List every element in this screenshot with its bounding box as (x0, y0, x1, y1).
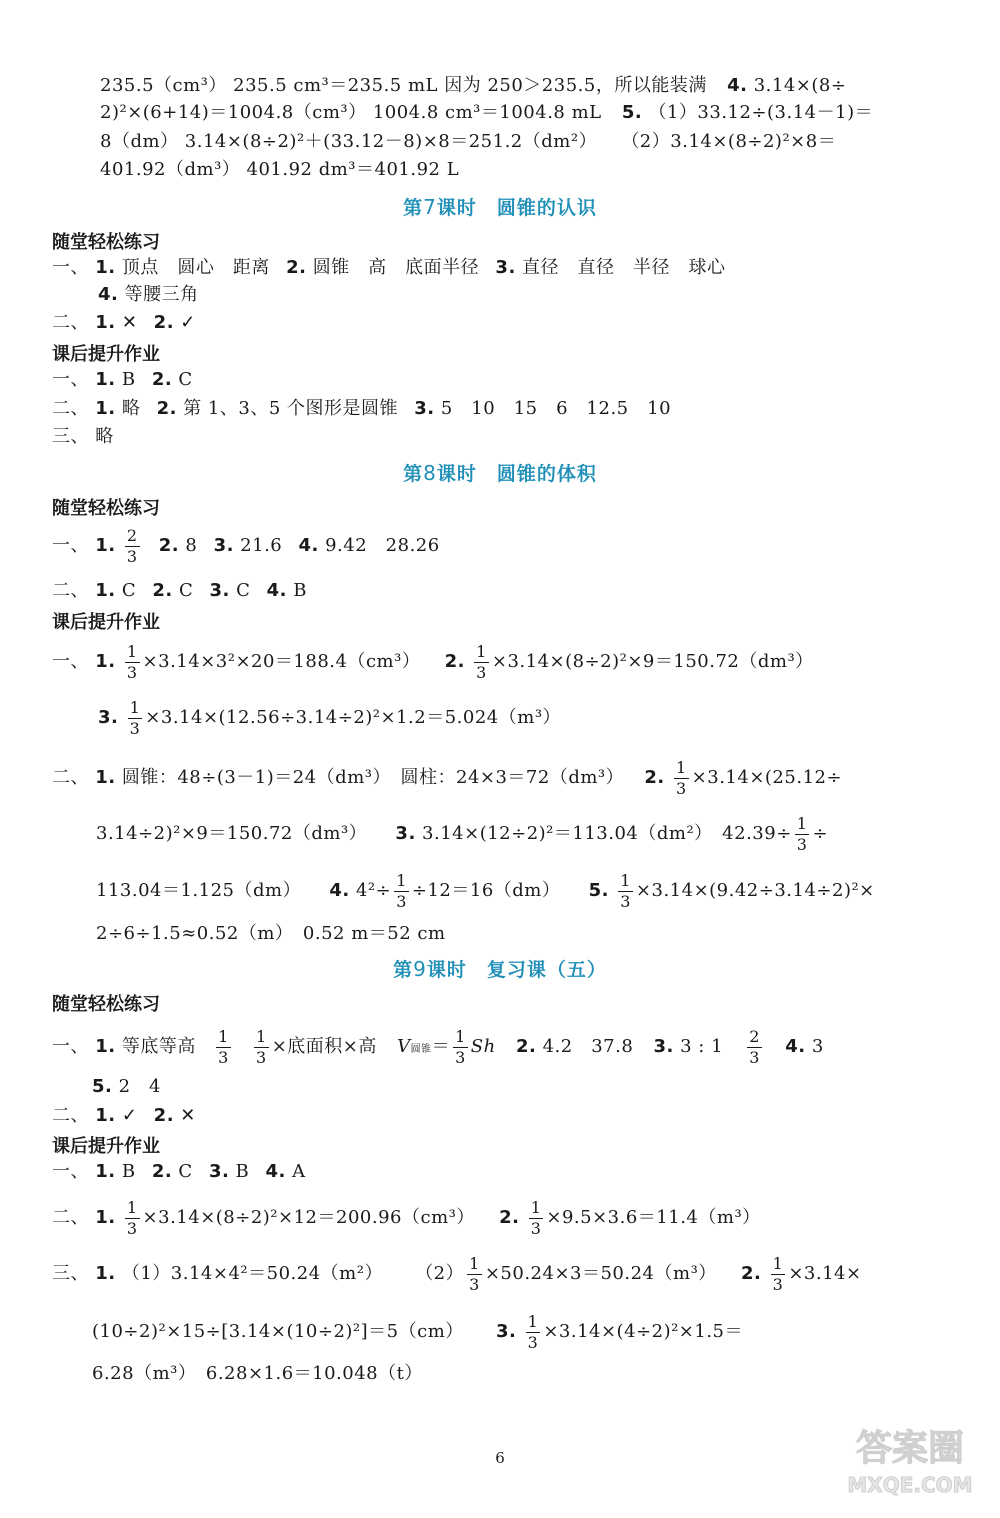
lesson8-p1 (52, 524, 440, 568)
watermark-text-bottom: MXQE.COM (847, 1473, 973, 1497)
lesson7-h1-q1: B (121, 369, 136, 390)
lesson8-p2-q4-label: 4. (266, 580, 287, 601)
fraction-one-third: $\frac{1}{3}$ (620, 870, 631, 911)
top-line-2 (100, 101, 873, 125)
watermark-logo (840, 1404, 980, 1504)
fraction-one-third: $\frac{1}{3}$ (796, 813, 808, 854)
lesson7-p1-q3-label: 3. (495, 257, 516, 278)
lesson8-p1-q1-label: 1. (95, 535, 116, 556)
lesson8-h1-line1: 一、 1. $\frac{1}{3}$ ×3.14×3²×20＝188.4（cm³） 2. $\frac{1}{3}$ ×3.14×(8÷2)²×9＝150.72（dm³） (52, 641, 814, 682)
top-line-1 (100, 74, 846, 98)
fraction-one-third: $\frac{1}{3}$ (256, 1026, 267, 1067)
watermark-text-top: 答案圈 (855, 1428, 965, 1469)
top-line-1-text: 235.5（cm³） 235.5 cm³＝235.5 mL 因为 250＞235.5，所以能装满 (100, 75, 707, 96)
lesson8-h2-line2: 3.14÷2)²×9＝150.72（dm³） 3. 3.14×(12÷2)²＝113.04（dm²） 42.39÷ $\frac{1}{3}$ ÷ (96, 813, 829, 854)
lesson7-h3-text: 略 (95, 426, 114, 447)
fraction-one-third: $\frac{1}{3}$ (772, 1253, 784, 1294)
top-q5-label: 5. (621, 102, 643, 123)
lesson7-h2-q2-label: 2. (156, 398, 177, 419)
lesson9-p2 (52, 1104, 196, 1128)
fraction-numerator: 2 (126, 525, 138, 545)
lesson8-p2-q1: C (121, 580, 137, 601)
lesson8-h2-q5-a: ×3.14×(9.42÷3.14÷2)²× (635, 880, 875, 901)
lesson8-h1-q1: ×3.14×3²×20＝188.4（cm³） (142, 651, 421, 672)
lesson8-p1-q2-label: 2. (158, 535, 180, 556)
lesson9-h2: 二、 1. $\frac{1}{3}$ ×3.14×(8÷2)²×12＝200.96（cm³） 2. $\frac{1}{3}$ ×9.5×3.6＝11.4（m³） (52, 1197, 761, 1238)
lesson9-homework-heading: 课后提升作业 (52, 1136, 160, 1157)
top-q5b-text: （2）3.14×(8÷2)²×8＝ (621, 131, 837, 152)
lesson9-p1-q1-a: 等底等高 (121, 1036, 196, 1057)
lesson7-h2-label: 二、 (52, 398, 89, 419)
lesson7-p1-cont (98, 283, 199, 307)
lesson9-h2-q2: ×9.5×3.6＝11.4（m³） (546, 1207, 761, 1228)
lesson9-p2-q1-label: 1. (95, 1105, 116, 1126)
lesson9-p1-q1-b: ×底面积×高 (271, 1036, 377, 1057)
lesson8-p1-q3: 21.6 (240, 535, 283, 556)
lesson8-h2-q5-b: 2÷6÷1.5≈0.52（m） 0.52 m＝52 cm (96, 923, 446, 944)
lesson8-p1-q4: 9.42 28.26 (325, 535, 440, 556)
lesson9-h3-line1: 三、 1. （1）3.14×4²＝50.24（m²） （2） $\frac{1}{3}$ ×50.24×3＝50.24（m³） 2. $\frac{1}{3}$ ×3.14× (52, 1253, 862, 1294)
lesson7-p1-q4-label: 4. (98, 284, 119, 305)
lesson7-p1-q4: 等腰三角 (124, 284, 199, 305)
lesson9-p1-q2: 4.2 37.8 (542, 1036, 634, 1057)
lesson9-h3-line2: (10÷2)²×15÷[3.14×(10÷2)²]＝5（cm） 3. $\frac{1}{3}$ ×3.14×(4÷2)²×1.5＝ (92, 1311, 744, 1352)
lesson7-p2-q2-label: 2. (153, 312, 175, 333)
lesson9-h1-q4: A (292, 1161, 306, 1182)
lesson9-h1-q3-label: 3. (208, 1161, 230, 1182)
lesson7-title (0, 193, 1000, 220)
fraction-one-third: $\frac{1}{3}$ (396, 870, 407, 911)
lesson9-h3-q1-b: （2） (415, 1263, 465, 1284)
fraction-one-third: $\frac{1}{3}$ (530, 1197, 542, 1238)
fraction-one-third: $\frac{1}{3}$ (126, 641, 138, 682)
lesson8-p2 (52, 579, 307, 603)
lesson9-p1-q5: 2 4 (118, 1076, 162, 1097)
lesson9-p1-label: 一、 (52, 1036, 89, 1057)
fraction-one-third: $\frac{1}{3}$ (218, 1026, 229, 1067)
lesson8-h2-q2-a: ×3.14×(25.12÷ (691, 767, 843, 788)
lesson7-h2-q1: 略 (121, 398, 141, 419)
fraction-denominator: 3 (126, 546, 138, 566)
lesson7-h1-q2: C (178, 369, 193, 390)
lesson8-h2-q2-b: 3.14÷2)²×9＝150.72（dm³） (96, 823, 368, 844)
page-number: 6 (495, 1449, 505, 1467)
lesson9-p2-q2: ✕ (180, 1105, 196, 1126)
lesson9-h3-q1-a: （1）3.14×4²＝50.24（m²） (121, 1263, 383, 1284)
lesson7-practice-heading: 随堂轻松练习 (52, 232, 160, 253)
lesson8-p2-q3: C (236, 580, 251, 601)
lesson9-h3-line3 (92, 1362, 423, 1386)
lesson9-p1-volume-sub: 圆锥 (410, 1044, 432, 1055)
lesson7-h3-label: 三、 (52, 426, 89, 447)
fraction-one-third: $\frac{1}{3}$ (675, 757, 687, 798)
lesson8-p2-q3-label: 3. (209, 580, 230, 601)
lesson7-h1-q2-label: 2. (151, 369, 173, 390)
top-line-4-text: 401.92（dm³） 401.92 dm³＝401.92 L (100, 159, 460, 180)
lesson7-title-num: 7 (423, 195, 437, 219)
lesson7-p1 (52, 256, 726, 280)
top-q4-label: 4. (727, 75, 748, 96)
fraction-one-third: $\frac{1}{3}$ (126, 1197, 138, 1238)
lesson9-h3-q2-b: (10÷2)²×15÷[3.14×(10÷2)²]＝5（cm） (92, 1321, 464, 1342)
lesson7-p1-q1-label: 1. (95, 257, 116, 278)
lesson9-h1-q4-label: 4. (265, 1161, 286, 1182)
lesson8-p1-q3-label: 3. (213, 535, 234, 556)
lesson7-homework-heading: 课后提升作业 (52, 344, 160, 365)
lesson9-h3-q1-c: ×50.24×3＝50.24（m³） (484, 1263, 717, 1284)
lesson9-h1 (52, 1160, 306, 1184)
lesson9-title-num: 9 (413, 957, 427, 981)
lesson8-h2-q4-a: 4²÷ (355, 880, 392, 901)
lesson7-p1-q2-label: 2. (286, 257, 307, 278)
lesson9-p2-q1: ✓ (121, 1105, 138, 1126)
lesson9-h1-q2: C (178, 1161, 193, 1182)
lesson7-p2-label: 二、 (52, 312, 89, 333)
lesson7-p1-q2: 圆锥 高 底面半径 (312, 257, 480, 278)
lesson8-p1-label: 一、 (52, 535, 89, 556)
lesson9-h3-q3-b: 6.28（m³） 6.28×1.6＝10.048（t） (92, 1363, 423, 1384)
lesson8-title-prefix: 第 (403, 463, 424, 485)
lesson9-title-prefix: 第 (393, 959, 414, 981)
fraction-one-third: $\frac{1}{3}$ (527, 1311, 539, 1352)
lesson7-p2-q1-label: 1. (95, 312, 116, 333)
fraction-one-third: $\frac{1}{3}$ (129, 697, 141, 738)
lesson8-practice-heading: 随堂轻松练习 (52, 498, 160, 519)
lesson9-h2-q1: ×3.14×(8÷2)²×12＝200.96（cm³） (142, 1207, 475, 1228)
lesson9-p2-label: 二、 (52, 1105, 89, 1126)
lesson7-h2-q2: 第 1、3、5 个图形是圆锥 (183, 398, 398, 419)
lesson8-h2-q4-b: ÷12＝16（dm） (411, 880, 561, 901)
lesson8-p2-q1-label: 1. (95, 580, 116, 601)
lesson7-h2-q3: 5 10 15 6 12.5 10 (440, 398, 672, 419)
lesson8-h2-q3-a: 3.14×(12÷2)²＝113.04（dm²） 42.39÷ (422, 823, 792, 844)
lesson7-p2 (52, 311, 196, 335)
lesson8-h1-q2: ×3.14×(8÷2)²×9＝150.72（dm³） (491, 651, 814, 672)
fraction-two-thirds: $\frac{2}{3}$ (749, 1026, 760, 1067)
lesson9-h3-q3-a: ×3.14×(4÷2)²×1.5＝ (543, 1321, 744, 1342)
top-line-4 (100, 158, 459, 182)
lesson9-h2-label: 二、 (52, 1207, 89, 1228)
lesson9-p1-line1: 一、 1. 等底等高 $\frac{1}{3}$ $\frac{1}{3}$ ×底面积×高 V圆锥＝ $\frac{1}{3}$ Sh 2. 4.2 37.8 3. 3 : 1 $\frac{2}{3}$ 4. 3 (52, 1026, 824, 1067)
lesson9-p1-q4: 3 (811, 1036, 824, 1057)
top-line-3-text: 8（dm） 3.14×(8÷2)²＋(33.12－8)×8＝251.2（dm²） (100, 131, 598, 152)
lesson7-h1 (52, 368, 193, 392)
lesson9-h1-label: 一、 (52, 1161, 89, 1182)
lesson8-p1-q4-label: 4. (298, 535, 319, 556)
lesson9-h1-q2-label: 2. (151, 1161, 173, 1182)
lesson8-p1-q1-fraction (125, 526, 140, 567)
lesson7-p1-q1: 顶点 圆心 距离 (121, 257, 270, 278)
lesson8-title (0, 459, 1000, 486)
lesson7-h3 (52, 425, 114, 449)
lesson7-title-prefix: 第 (403, 197, 424, 219)
lesson7-h1-q1-label: 1. (95, 369, 116, 390)
top-line-2-text: 2)²×(6+14)＝1004.8（cm³） 1004.8 cm³＝1004.8 mL (100, 102, 602, 123)
lesson8-homework-heading: 课后提升作业 (52, 612, 160, 633)
lesson9-h3-q2-a: ×3.14× (788, 1263, 862, 1284)
lesson8-p2-q2: C (178, 580, 194, 601)
lesson9-p1-eq: ＝ (431, 1036, 451, 1057)
lesson7-h1-label: 一、 (52, 369, 89, 390)
lesson7-p2-q1: ✕ (121, 312, 138, 333)
lesson9-p1-q3: 3 : 1 (680, 1036, 724, 1057)
lesson9-p1-sh: Sh (470, 1036, 496, 1057)
lesson8-p1-q2: 8 (185, 535, 198, 556)
lesson7-p2-q2: ✓ (180, 312, 196, 333)
lesson8-p2-q2-label: 2. (152, 580, 173, 601)
lesson9-h1-q1: B (121, 1161, 136, 1182)
lesson9-title (0, 955, 1000, 982)
lesson8-h2-q3-b: 113.04＝1.125（dm） (96, 880, 302, 901)
top-q4-text: 3.14×(8÷ (753, 75, 847, 96)
lesson8-h1-label: 一、 (52, 651, 89, 672)
lesson8-h1-line2: 3. $\frac{1}{3}$ ×3.14×(12.56÷3.14÷2)²×1.2＝5.024（m³） (98, 697, 562, 738)
fraction-one-third: $\frac{1}{3}$ (455, 1026, 466, 1067)
top-line-3 (100, 130, 836, 154)
lesson8-h1-q3: ×3.14×(12.56÷3.14÷2)²×1.2＝5.024（m³） (145, 707, 562, 728)
lesson7-h2 (52, 397, 671, 421)
lesson9-p2-q2-label: 2. (153, 1105, 175, 1126)
lesson9-h3-label: 三、 (52, 1263, 89, 1284)
lesson7-p1-q3: 直径 直径 半径 球心 (522, 257, 726, 278)
lesson9-h1-q3: B (235, 1161, 250, 1182)
lesson8-title-num: 8 (423, 461, 437, 485)
lesson9-title-rest: 课时 复习课（五） (426, 959, 607, 981)
lesson8-h2-q1: 圆锥：48÷(3－1)＝24（dm³） 圆柱：24×3＝72（dm³） (121, 767, 625, 788)
lesson8-p2-label: 二、 (52, 580, 89, 601)
lesson7-h2-q1-label: 1. (95, 398, 116, 419)
lesson7-h2-q3-label: 3. (414, 398, 435, 419)
lesson8-h2-line1: 二、 1. 圆锥：48÷(3－1)＝24（dm³） 圆柱：24×3＝72（dm³） 2. $\frac{1}{3}$ ×3.14×(25.12÷ (52, 757, 843, 798)
lesson9-p1-line2: 5. 2 4 (92, 1076, 162, 1097)
lesson9-practice-heading: 随堂轻松练习 (52, 994, 160, 1015)
lesson8-h2-line3: 113.04＝1.125（dm） 4. 4²÷ $\frac{1}{3}$ ÷12＝16（dm） 5. $\frac{1}{3}$ ×3.14×(9.42÷3.14÷2)²× (96, 870, 875, 911)
fraction-one-third: $\frac{1}{3}$ (469, 1253, 480, 1294)
lesson9-p1-volume-symbol: V (397, 1036, 411, 1057)
top-q5-text: （1）33.12÷(3.14－1)＝ (648, 102, 874, 123)
lesson8-title-rest: 课时 圆锥的体积 (436, 463, 597, 485)
fraction-one-third: $\frac{1}{3}$ (476, 641, 487, 682)
lesson9-h1-q1-label: 1. (95, 1161, 116, 1182)
lesson7-p1-label: 一、 (52, 257, 89, 278)
lesson8-h2-line4 (96, 922, 446, 946)
lesson7-title-rest: 课时 圆锥的认识 (436, 197, 597, 219)
lesson8-p2-q4: B (293, 580, 307, 601)
lesson8-h2-label: 二、 (52, 767, 89, 788)
